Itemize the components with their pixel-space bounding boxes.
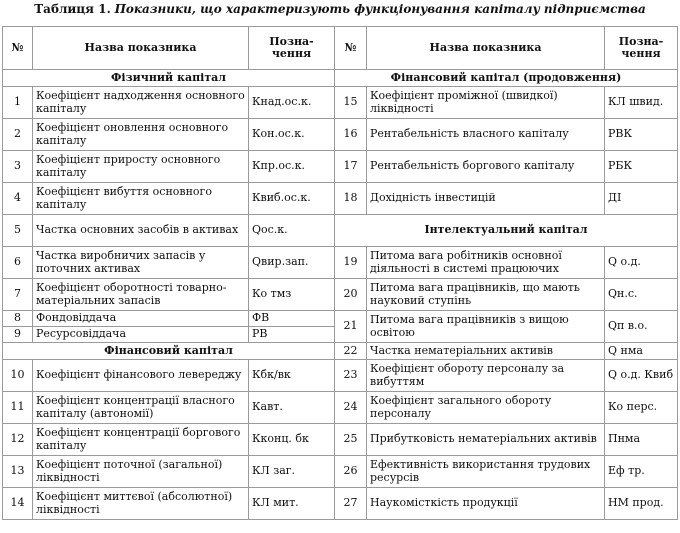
- indicator-name: Коефіцієнт фінансового левереджу: [33, 360, 249, 392]
- section-heading: Інтелектуальний капітал: [335, 215, 678, 247]
- indicator-symbol: КЛ швид.: [605, 87, 678, 119]
- indicator-name: Коефіцієнт миттєвої (абсолютної) ліквідності: [33, 488, 249, 520]
- section-heading: Фінансовий капітал: [3, 343, 335, 360]
- indicator-symbol: Qвир.зап.: [249, 247, 335, 279]
- indicator-name: Ресурсовіддача: [33, 327, 249, 343]
- indicator-symbol: Qос.к.: [249, 215, 335, 247]
- indicator-name: Коефіцієнт оборотності товарно-матеріальних запасів: [33, 279, 249, 311]
- section-heading: Фінансовий капітал (продовження): [335, 70, 678, 87]
- indicator-name: Коефіцієнт вибуття основного капіталу: [33, 183, 249, 215]
- indicator-name: Фондовіддача: [33, 311, 249, 327]
- table-row: [3, 360, 678, 392]
- row-number: 20: [335, 279, 367, 311]
- indicator-name: Коефіцієнт надходження основного капіталу: [33, 87, 249, 119]
- table-row: [3, 183, 678, 215]
- indicator-name: Коефіцієнт концентрації боргового капіталу: [33, 424, 249, 456]
- indicator-symbol: Кон.ос.к.: [249, 119, 335, 151]
- indicator-name: Рентабельність боргового капіталу: [367, 151, 605, 183]
- table-row: [3, 311, 678, 327]
- row-number: 24: [335, 392, 367, 424]
- table-row: [3, 151, 678, 183]
- indicator-symbol: ДІ: [605, 183, 678, 215]
- row-number: 26: [335, 456, 367, 488]
- table-row: [3, 392, 678, 424]
- row-number: 15: [335, 87, 367, 119]
- row-number: 3: [3, 151, 33, 183]
- indicator-symbol: Qн.с.: [605, 279, 678, 311]
- row-number: 23: [335, 360, 367, 392]
- indicator-symbol: Еф тр.: [605, 456, 678, 488]
- table-row: [3, 247, 678, 279]
- indicator-name: Прибутковість нематеріальних активів: [367, 424, 605, 456]
- row-number: 11: [3, 392, 33, 424]
- table-row: [3, 87, 678, 119]
- row-number: 6: [3, 247, 33, 279]
- indicator-symbol: Кконц. бк: [249, 424, 335, 456]
- section-heading: Фізичний капітал: [3, 70, 335, 87]
- row-number: 2: [3, 119, 33, 151]
- row-number: 22: [335, 343, 367, 360]
- row-number: 7: [3, 279, 33, 311]
- indicator-name: Питома вага робітників основної діяльності в системі працюючих: [367, 247, 605, 279]
- indicator-name: Рентабельність власного капіталу: [367, 119, 605, 151]
- indicator-symbol: Qп в.о.: [605, 311, 678, 343]
- indicator-name: Дохідність інвестицій: [367, 183, 605, 215]
- indicator-symbol: Ко тмз: [249, 279, 335, 311]
- table-row: [3, 70, 678, 87]
- header-name-left: Назва показника: [33, 27, 249, 70]
- indicator-symbol: Пнма: [605, 424, 678, 456]
- indicator-name: Коефіцієнт загального обороту персоналу: [367, 392, 605, 424]
- row-number: 14: [3, 488, 33, 520]
- table-row: [3, 343, 678, 360]
- indicator-name: Коефіцієнт приросту основного капіталу: [33, 151, 249, 183]
- indicator-name: Коефіцієнт оновлення основного капіталу: [33, 119, 249, 151]
- caption-lead: Таблиця 1.: [34, 2, 111, 16]
- indicator-name: Наукомісткість продукції: [367, 488, 605, 520]
- row-number: 4: [3, 183, 33, 215]
- indicator-symbol: КЛ заг.: [249, 456, 335, 488]
- table-row: [3, 456, 678, 488]
- indicator-name: Питома вага працівників з вищою освітою: [367, 311, 605, 343]
- indicator-name: Частка виробничих запасів у поточних активах: [33, 247, 249, 279]
- indicator-name: Коефіцієнт обороту персоналу за вибуттям: [367, 360, 605, 392]
- indicator-symbol: РВК: [605, 119, 678, 151]
- table-row: [3, 119, 678, 151]
- indicators-table: [2, 26, 678, 520]
- row-number: 17: [335, 151, 367, 183]
- indicator-name: Частка основних засобів в активах: [33, 215, 249, 247]
- indicator-name: Частка нематеріальних активів: [367, 343, 605, 360]
- caption-title: Показники, що характеризують функціонування капіталу підприємства: [114, 2, 646, 16]
- row-number: 1: [3, 87, 33, 119]
- header-num-right: №: [335, 27, 367, 70]
- table-caption: [0, 2, 680, 16]
- header-num-left: №: [3, 27, 33, 70]
- indicator-name: Коефіцієнт проміжної (швидкої) ліквідності: [367, 87, 605, 119]
- table-row: [3, 488, 678, 520]
- row-number: 18: [335, 183, 367, 215]
- indicator-name: Ефективність використання трудових ресурсів: [367, 456, 605, 488]
- indicator-symbol: Ко перс.: [605, 392, 678, 424]
- indicator-symbol: РВ: [249, 327, 335, 343]
- indicator-symbol: КЛ мит.: [249, 488, 335, 520]
- row-number: 27: [335, 488, 367, 520]
- row-number: 5: [3, 215, 33, 247]
- indicator-symbol: Q о.д.: [605, 247, 678, 279]
- indicator-symbol: Квиб.ос.к.: [249, 183, 335, 215]
- header-abbr-left: Позна-чення: [249, 27, 335, 70]
- row-number: 13: [3, 456, 33, 488]
- row-number: 25: [335, 424, 367, 456]
- indicator-symbol: ФВ: [249, 311, 335, 327]
- row-number: 19: [335, 247, 367, 279]
- row-number: 10: [3, 360, 33, 392]
- row-number: 9: [3, 327, 33, 343]
- indicator-symbol: Q нма: [605, 343, 678, 360]
- indicator-symbol: Кпр.ос.к.: [249, 151, 335, 183]
- row-number: 8: [3, 311, 33, 327]
- table-row: [3, 424, 678, 456]
- indicator-symbol: Кбк/вк: [249, 360, 335, 392]
- row-number: 16: [335, 119, 367, 151]
- table-row: [3, 279, 678, 311]
- indicator-symbol: НМ прод.: [605, 488, 678, 520]
- indicator-name: Коефіцієнт концентрації власного капіталу (автономії): [33, 392, 249, 424]
- indicator-name: Питома вага працівників, що мають науковий ступінь: [367, 279, 605, 311]
- row-number: 21: [335, 311, 367, 343]
- indicator-symbol: Кнад.ос.к.: [249, 87, 335, 119]
- indicator-symbol: Кавт.: [249, 392, 335, 424]
- indicator-name: Коефіцієнт поточної (загальної) ліквідності: [33, 456, 249, 488]
- indicator-symbol: Q о.д. Квиб: [605, 360, 678, 392]
- header-abbr-right: Позна-чення: [605, 27, 678, 70]
- indicator-symbol: РБК: [605, 151, 678, 183]
- table-header-row: [3, 27, 678, 70]
- table-row: [3, 215, 678, 247]
- header-name-right: Назва показника: [367, 27, 605, 70]
- row-number: 12: [3, 424, 33, 456]
